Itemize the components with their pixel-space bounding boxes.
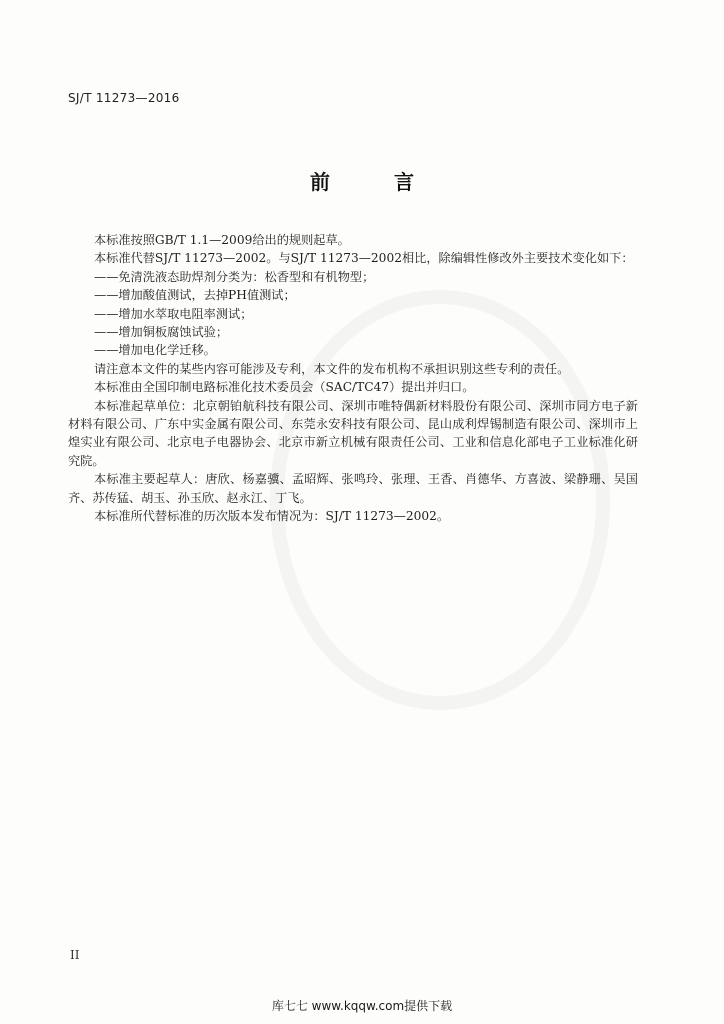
paragraph-drafters: 本标准主要起草人：唐欣、杨嘉骥、孟昭辉、张鸣玲、张理、王香、肖德华、方喜波、梁静珊、吴国齐、苏传猛、胡玉、孙玉欣、赵永江、丁飞。 — [68, 472, 638, 505]
paragraph-history: 本标准所代替标准的历次版本发布情况为：SJ/T 11273—2002。 — [94, 509, 450, 524]
section-title: 前 言 — [310, 170, 436, 194]
paragraph-replacement: 本标准代替SJ/T 11273—2002。与SJ/T 11273—2002相比，除编辑性修改外主要技术变化如下： — [94, 251, 634, 266]
paragraph-patent-notice: 请注意本文件的某些内容可能涉及专利，本文件的发布机构不承担识别这些专利的责任。 — [94, 361, 570, 376]
standard-code: SJ/T 11273—2016 — [68, 91, 180, 105]
paragraph-drafting-units: 本标准起草单位：北京朝铂航科技有限公司、深圳市唯特偶新材料股份有限公司、深圳市同方电子新材料有限公司、广东中实金属有限公司、东莞永安科技有限公司、昆山成利焊锡制造有限公司、深圳市上煌实业有限公司、北京电子电器协会、北京市新立机械有限责任公司、工业和信息化部电子工业标准化研究院。 — [68, 398, 638, 468]
change-item: ——增加酸值测试，去掉PH值测试； — [94, 288, 296, 303]
change-item: ——免清洗液态助焊剂分类为：松香型和有机物型； — [94, 269, 375, 284]
change-item: ——增加铜板腐蚀试验； — [94, 325, 229, 340]
foreword-body — [68, 231, 638, 526]
paragraph-drafting-rules: 本标准按照GB/T 1.1—2009给出的规则起草。 — [94, 233, 350, 247]
paragraph-proposer: 本标准由全国印制电路标准化技术委员会（SAC/TC47）提出并归口。 — [94, 380, 475, 395]
page-number: II — [70, 948, 80, 962]
change-item: ——增加电化学迁移。 — [94, 343, 216, 358]
change-item: ——增加水萃取电阻率测试； — [94, 306, 253, 321]
download-footer: 库七七 www.kqqw.com提供下载 — [271, 999, 453, 1013]
